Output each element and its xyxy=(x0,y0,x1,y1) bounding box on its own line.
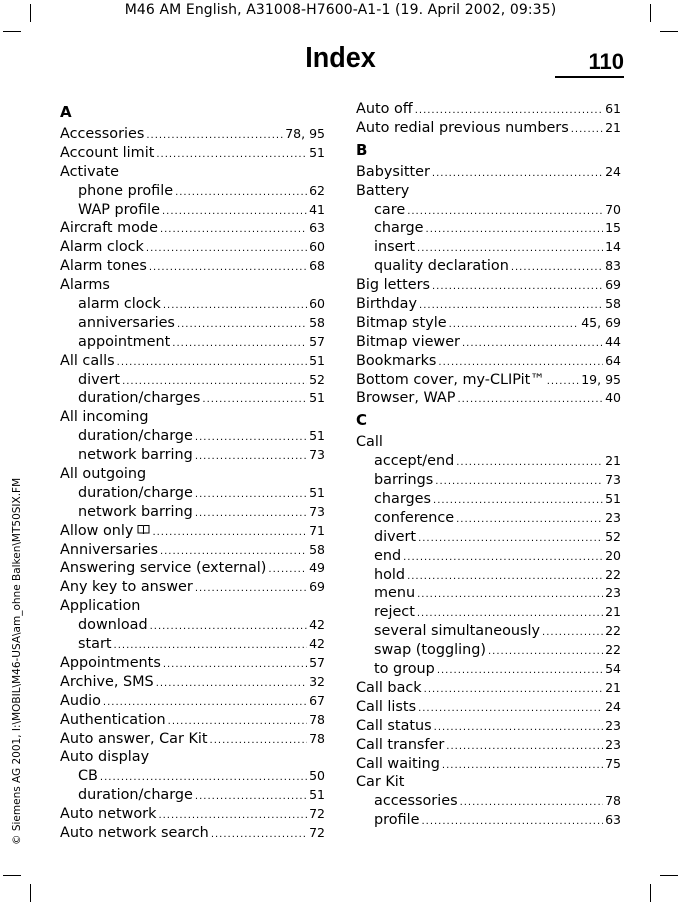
index-entry-label: duration/charge xyxy=(78,428,193,445)
index-subentry xyxy=(60,446,325,465)
index-entry-label: conference xyxy=(374,509,455,526)
dot-leader xyxy=(432,165,603,184)
index-heading xyxy=(356,433,621,452)
index-entry-label: Big letters xyxy=(356,277,430,294)
index-page-number: 51 xyxy=(309,144,325,160)
index-entry-label: insert xyxy=(374,239,416,256)
index-subentry xyxy=(60,427,325,446)
index-entry xyxy=(60,238,325,257)
index-page-number: 42 xyxy=(309,617,325,633)
index-entry-label: charge xyxy=(374,220,424,237)
index-entry-label: Auto off xyxy=(356,101,413,117)
index-entry-label: Alarms xyxy=(60,277,110,294)
index-entry-label: Auto display xyxy=(60,749,150,766)
index-subentry xyxy=(356,660,621,679)
index-page-number: 69 xyxy=(309,579,325,595)
index-subentry xyxy=(356,509,621,528)
index-page-number: 23 xyxy=(605,585,621,601)
index-page-number: 68 xyxy=(309,258,325,274)
index-heading xyxy=(356,182,621,201)
dot-leader xyxy=(457,391,603,410)
index-subentry xyxy=(356,792,621,811)
dot-leader xyxy=(449,316,580,335)
index-entry-label: Bookmarks xyxy=(356,352,437,369)
index-entry xyxy=(356,314,621,333)
dot-leader xyxy=(407,568,603,587)
dot-leader xyxy=(172,335,307,354)
index-heading xyxy=(60,465,325,484)
index-entry-label: quality declaration xyxy=(374,258,509,275)
index-entry-label: menu xyxy=(374,585,416,602)
index-heading xyxy=(356,773,621,792)
index-entry-label: appointment xyxy=(78,333,171,350)
index-entry-label: download xyxy=(78,617,148,634)
dot-leader xyxy=(149,259,307,278)
index-subentry xyxy=(60,616,325,635)
index-page-number: 75 xyxy=(605,755,621,771)
index-entry-label: network barring xyxy=(78,447,193,464)
dot-leader xyxy=(433,492,603,511)
index-heading xyxy=(60,597,325,616)
index-subentry xyxy=(356,257,621,276)
dot-leader xyxy=(435,473,603,492)
index-entry-label: WAP profile xyxy=(78,201,160,218)
index-entry-label: Auto network search xyxy=(60,824,209,841)
index-subentry xyxy=(60,389,325,408)
dot-leader xyxy=(419,297,603,316)
index-entry-label: Auto redial previous numbers xyxy=(356,119,569,136)
index-entry-label: Browser, WAP xyxy=(356,390,456,407)
crop-mark xyxy=(650,884,651,902)
index-entry-label: Call waiting xyxy=(356,755,440,772)
dot-leader xyxy=(175,184,307,203)
index-entry-label: divert xyxy=(78,371,121,388)
dot-leader xyxy=(403,549,603,568)
index-entry-label: to group xyxy=(374,661,435,678)
index-page-number: 63 xyxy=(309,220,325,236)
index-page-number: 61 xyxy=(605,101,621,116)
dot-leader xyxy=(210,732,308,751)
index-page-number: 63 xyxy=(605,812,621,828)
crop-mark xyxy=(30,4,31,22)
index-entry-label: Aircraft mode xyxy=(60,220,158,237)
dot-leader xyxy=(146,240,307,259)
index-entry-label: several simultaneously xyxy=(374,623,541,640)
dot-leader xyxy=(156,675,307,694)
index-page-number: 51 xyxy=(309,352,325,368)
index-column-right xyxy=(356,100,621,830)
index-entry xyxy=(356,119,621,138)
index-heading xyxy=(60,163,325,182)
index-entry-label: Archive, SMS xyxy=(60,673,154,690)
dot-leader xyxy=(156,146,307,165)
index-entry-label: Call xyxy=(356,434,383,451)
index-entry-label: Car Kit xyxy=(356,774,405,791)
index-entry xyxy=(356,389,621,408)
index-page-number: 42 xyxy=(309,636,325,652)
index-entry-label: duration/charge xyxy=(78,484,193,501)
index-page-number: 24 xyxy=(605,163,621,179)
dot-leader xyxy=(195,505,307,524)
index-page-number: 22 xyxy=(605,623,621,639)
index-entry-label: start xyxy=(78,636,112,653)
dot-leader xyxy=(160,221,307,240)
dot-leader xyxy=(460,794,604,813)
index-page-number: 57 xyxy=(309,333,325,349)
index-subentry xyxy=(356,622,621,641)
index-entry xyxy=(356,276,621,295)
index-entry-label: Auto answer, Car Kit xyxy=(60,730,208,747)
index-page-number: 23 xyxy=(605,717,621,733)
index-entry-label: Battery xyxy=(356,182,410,199)
index-entry xyxy=(60,219,325,238)
index-page-number: 78 xyxy=(309,711,325,727)
index-entry-label: phone profile xyxy=(78,182,174,199)
index-subentry xyxy=(60,314,325,333)
index-page-number: 22 xyxy=(605,566,621,582)
dot-leader xyxy=(542,624,603,643)
index-page-number: 22 xyxy=(605,642,621,658)
dot-leader xyxy=(418,530,603,549)
index-page-number: 73 xyxy=(605,472,621,488)
index-entry-label: Bitmap viewer xyxy=(356,333,460,350)
crop-mark xyxy=(3,875,21,876)
index-entry-label: reject xyxy=(374,604,415,621)
index-entry xyxy=(356,736,621,755)
index-entry-label: duration/charge xyxy=(78,787,193,804)
dot-leader xyxy=(426,221,604,240)
dot-leader xyxy=(146,127,283,146)
index-subentry xyxy=(356,452,621,471)
index-page-number: 51 xyxy=(309,484,325,500)
crop-mark xyxy=(3,31,21,32)
index-subentry xyxy=(356,603,621,622)
page-title: Index xyxy=(305,42,376,74)
index-entry xyxy=(60,730,325,749)
index-entry-label: Application xyxy=(60,598,141,615)
index-subentry xyxy=(356,566,621,585)
index-heading xyxy=(60,408,325,427)
dot-leader xyxy=(195,788,307,807)
index-page-number: 73 xyxy=(309,503,325,519)
index-entry-label: Accessories xyxy=(60,126,145,142)
index-entry-label: Alarm tones xyxy=(60,258,147,275)
index-entry-label: Auto network xyxy=(60,806,157,823)
index-page-number: 73 xyxy=(309,447,325,463)
index-entry-label: duration/charges xyxy=(78,390,201,407)
index-entry-label: CB xyxy=(78,768,98,785)
index-page-number: 24 xyxy=(605,698,621,714)
index-page-number: 21 xyxy=(605,119,621,135)
index-entry xyxy=(356,100,621,119)
index-page-number: 23 xyxy=(605,509,621,525)
index-page-number: 50 xyxy=(309,768,325,784)
index-letter-heading: C xyxy=(356,411,368,430)
index-entry-label: Activate xyxy=(60,163,119,180)
index-page-number: 21 xyxy=(605,679,621,695)
index-entry xyxy=(60,711,325,730)
index-entry xyxy=(60,559,325,578)
index-page-number: 49 xyxy=(309,560,325,576)
index-subentry xyxy=(356,471,621,490)
page-number: 110 xyxy=(588,49,624,74)
index-entry-label: accessories xyxy=(374,793,458,810)
side-note: © Siemens AG 2001, I:\MOBIL\M46-USA\am_ohne Balken\MT50SIX.FM xyxy=(11,477,23,845)
index-page-number: 51 xyxy=(309,787,325,803)
index-entry xyxy=(356,371,621,390)
dot-leader xyxy=(150,618,308,637)
index-subentry xyxy=(356,528,621,547)
dot-leader xyxy=(195,580,307,599)
index-entry-label: Allow only xyxy=(60,522,134,539)
index-column-left xyxy=(60,100,325,843)
index-subentry xyxy=(356,201,621,220)
index-entry-label: Bitmap style xyxy=(356,314,447,331)
index-page-number: 51 xyxy=(309,428,325,444)
dot-leader xyxy=(195,429,307,448)
index-page-number: 20 xyxy=(605,547,621,563)
index-entry-label: network barring xyxy=(78,503,193,520)
index-page-number: 60 xyxy=(309,239,325,255)
running-header: M46 AM English, A31008-H7600-A1-1 (19. April 2002, 09:35) xyxy=(124,2,557,18)
dot-leader xyxy=(152,524,307,543)
index-subentry xyxy=(60,201,325,220)
index-subentry xyxy=(60,503,325,522)
index-page-number: 52 xyxy=(309,371,325,387)
index-entry-label: Any key to answer xyxy=(60,579,193,596)
crop-mark xyxy=(660,31,678,32)
dot-leader xyxy=(417,586,603,605)
index-subentry xyxy=(356,219,621,238)
index-entry-label: Anniversaries xyxy=(60,541,158,558)
index-subentry xyxy=(356,238,621,257)
dot-leader xyxy=(202,391,307,410)
open-book-icon xyxy=(137,523,150,542)
index-page-number: 21 xyxy=(605,453,621,469)
index-page-number: 78 xyxy=(605,793,621,809)
index-page-number: 23 xyxy=(605,736,621,752)
index-entry xyxy=(60,541,325,560)
dot-leader xyxy=(211,826,307,845)
dot-leader xyxy=(547,373,580,392)
index-entry-label: Alarm clock xyxy=(60,239,144,256)
index-letter-heading: A xyxy=(60,103,72,121)
index-heading xyxy=(60,748,325,767)
index-entry xyxy=(60,125,325,144)
index-page-number: 51 xyxy=(605,491,621,507)
index-entry-label: charges xyxy=(374,491,432,508)
index-page-number: 78, 95 xyxy=(285,126,325,141)
index-entry-label: All calls xyxy=(60,352,115,369)
index-entry-label: divert xyxy=(374,528,417,545)
index-page-number: 78 xyxy=(309,730,325,746)
index-entry xyxy=(356,352,621,371)
dot-leader xyxy=(456,454,603,473)
dot-leader xyxy=(462,335,603,354)
index-entry xyxy=(356,679,621,698)
crop-mark xyxy=(30,884,31,902)
index-page-number: 71 xyxy=(309,522,325,538)
index-entry xyxy=(60,257,325,276)
index-subentry xyxy=(356,641,621,660)
index-page-number: 69 xyxy=(605,277,621,293)
index-subentry xyxy=(60,767,325,786)
dot-leader xyxy=(488,643,603,662)
index-entry-label: hold xyxy=(374,566,406,583)
index-page-number: 44 xyxy=(605,333,621,349)
index-page-number: 70 xyxy=(605,201,621,217)
page-number-rule xyxy=(555,76,624,78)
index-subentry xyxy=(356,490,621,509)
crop-mark xyxy=(650,4,651,22)
dot-leader xyxy=(407,203,603,222)
index-entry-label: Answering service (external) xyxy=(60,560,267,577)
index-page-number: 40 xyxy=(605,390,621,406)
index-page-number: 15 xyxy=(605,220,621,236)
index-subentry xyxy=(60,182,325,201)
index-entry-label: care xyxy=(374,201,406,218)
index-entry-label: accept/end xyxy=(374,453,455,470)
index-entry xyxy=(60,692,325,711)
dot-leader xyxy=(456,511,603,530)
index-entry xyxy=(60,578,325,597)
dot-leader xyxy=(268,561,307,580)
index-subentry xyxy=(60,635,325,654)
index-page-number: 60 xyxy=(309,296,325,312)
index-page-number: 14 xyxy=(605,239,621,255)
index-entry-label: Call lists xyxy=(356,698,417,715)
index-entry-label: swap (toggling) xyxy=(374,642,486,659)
index-letter-heading: B xyxy=(356,140,368,159)
index-entry-label: barrings xyxy=(374,472,434,489)
dot-leader xyxy=(421,813,603,832)
dot-leader xyxy=(195,448,307,467)
dot-leader xyxy=(117,354,307,373)
dot-leader xyxy=(195,486,307,505)
index-entry-label: Bottom cover, my-CLIPit™ xyxy=(356,371,545,388)
index-entry-label: alarm clock xyxy=(78,296,161,313)
index-entry-label: profile xyxy=(374,812,420,829)
index-page-number: 62 xyxy=(309,182,325,198)
index-entry xyxy=(60,352,325,371)
index-entry xyxy=(356,755,621,774)
index-entry-label: All outgoing xyxy=(60,466,147,483)
index-entry-label: Call status xyxy=(356,717,432,734)
index-entry xyxy=(60,654,325,673)
index-subentry xyxy=(60,484,325,503)
index-entry-label: Account limit xyxy=(60,144,155,161)
index-entry xyxy=(356,295,621,314)
index-entry xyxy=(60,673,325,692)
index-page-number: 57 xyxy=(309,654,325,670)
index-entry xyxy=(60,144,325,163)
index-entry xyxy=(60,522,325,541)
index-page-number: 51 xyxy=(309,390,325,406)
index-page-number: 83 xyxy=(605,258,621,274)
dot-leader xyxy=(434,719,603,738)
index-page-number: 21 xyxy=(605,604,621,620)
index-entry xyxy=(60,824,325,843)
index-page-number: 54 xyxy=(605,661,621,677)
index-entry-label: All incoming xyxy=(60,409,149,426)
index-page-number: 58 xyxy=(605,296,621,312)
index-page-number: 45, 69 xyxy=(581,314,621,330)
index-subentry xyxy=(60,786,325,805)
index-entry-label: Babysitter xyxy=(356,163,430,180)
dot-leader xyxy=(511,259,603,278)
index-page-number: 72 xyxy=(309,806,325,822)
index-entry xyxy=(356,333,621,352)
index-page-number: 64 xyxy=(605,352,621,368)
index-entry-label: Authentication xyxy=(60,711,166,728)
index-page-number: 72 xyxy=(309,824,325,840)
index-subentry xyxy=(356,547,621,566)
dot-leader xyxy=(424,681,603,700)
index-entry xyxy=(60,805,325,824)
index-entry-label: Birthday xyxy=(356,296,418,313)
dot-leader xyxy=(442,757,603,776)
index-subentry xyxy=(356,811,621,830)
index-entry xyxy=(356,717,621,736)
index-entry-label: Appointments xyxy=(60,654,161,671)
dot-leader xyxy=(437,662,603,681)
index-subentry xyxy=(60,295,325,314)
dot-leader xyxy=(446,738,603,757)
index-entry xyxy=(356,163,621,182)
index-entry-label: Call back xyxy=(356,679,422,696)
index-page-number: 19, 95 xyxy=(581,371,621,387)
index-page-number: 32 xyxy=(309,673,325,689)
dot-leader xyxy=(418,700,603,719)
index-entry-label: anniversaries xyxy=(78,314,175,331)
index-entry-label: Call transfer xyxy=(356,736,445,753)
dot-leader xyxy=(163,656,307,675)
crop-mark xyxy=(660,875,678,876)
index-subentry xyxy=(60,371,325,390)
index-heading xyxy=(60,276,325,295)
index-page-number: 58 xyxy=(309,314,325,330)
index-entry xyxy=(356,698,621,717)
index-page-number: 58 xyxy=(309,541,325,557)
index-page-number: 67 xyxy=(309,692,325,708)
index-subentry xyxy=(356,584,621,603)
index-subentry xyxy=(60,333,325,352)
index-page-number: 52 xyxy=(605,528,621,544)
dot-leader xyxy=(162,203,307,222)
dot-leader xyxy=(571,121,603,140)
index-entry-label: end xyxy=(374,547,402,564)
dot-leader xyxy=(163,297,307,316)
index-page-number: 41 xyxy=(309,201,325,217)
index-entry-label: Audio xyxy=(60,692,101,709)
dot-leader xyxy=(432,278,603,297)
dot-leader xyxy=(177,316,307,335)
